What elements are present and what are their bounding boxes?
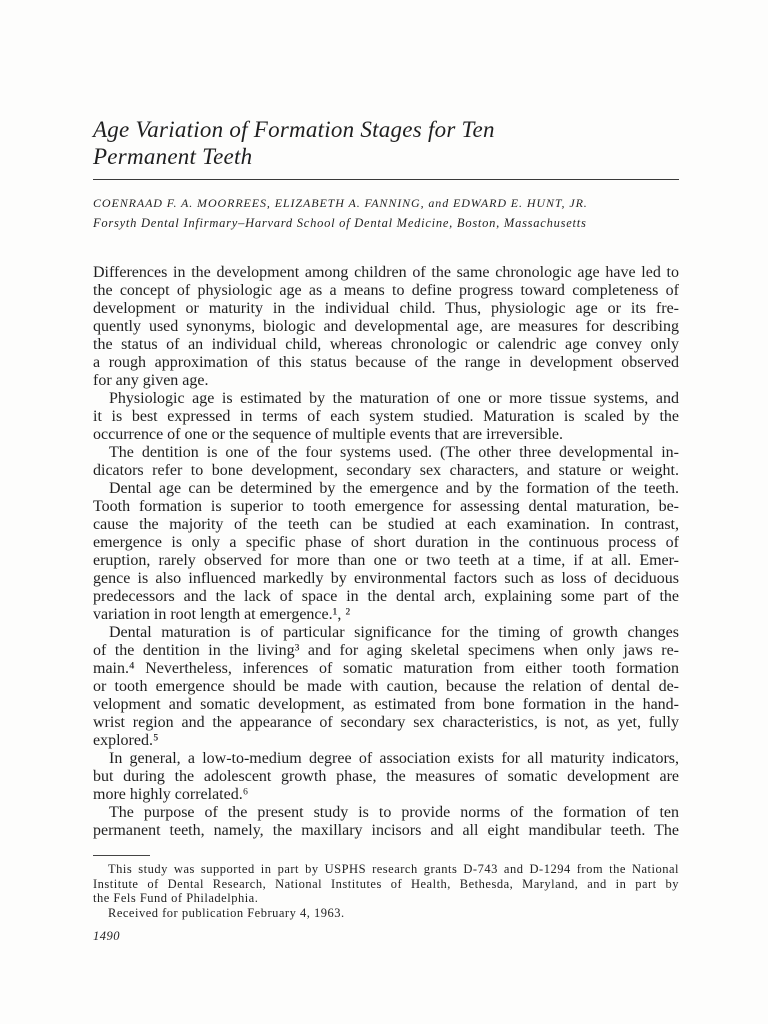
footnote-line: Received for publication February 4, 1963. <box>108 905 345 920</box>
text-line: cause the majority of the teeth can be studied at each examination. In contrast, <box>93 516 679 533</box>
text-line: The dentition is one of the four systems used. (The other three developmental in- <box>109 444 679 461</box>
body-paragraph <box>93 390 679 444</box>
text-line: explored.⁵ <box>93 732 159 749</box>
text-line: the concept of physiologic age as a means to define progress toward completeness of <box>93 282 679 299</box>
text-line: eruption, rarely observed for more than one or two teeth at a time, if at all. Emer- <box>93 552 679 569</box>
text-line: development or maturity in the individual child. Thus, physiologic age or its fre- <box>93 300 679 317</box>
text-line: but during the adolescent growth phase, the measures of somatic development are <box>93 768 679 785</box>
footnote <box>93 862 679 906</box>
text-line: dicators refer to bone development, secondary sex characters, and stature or weight. <box>93 462 679 479</box>
body-paragraph <box>93 624 679 750</box>
article-title <box>93 116 679 170</box>
text-line: of the dentition in the living³ and for aging skeletal specimens when only jaws re- <box>93 642 679 659</box>
body-paragraph <box>93 804 679 840</box>
body-paragraph <box>93 264 679 390</box>
footnote <box>93 906 679 921</box>
body-paragraph <box>93 750 679 804</box>
text-line: more highly correlated.⁶ <box>93 786 249 803</box>
article-body <box>93 264 679 840</box>
text-line: main.⁴ Nevertheless, inferences of somatic maturation from either tooth formation <box>93 660 679 677</box>
text-line: Dental maturation is of particular significance for the timing of growth changes <box>109 624 679 641</box>
text-line: Differences in the development among children of the same chronologic age have led to <box>93 264 679 281</box>
text-line: The purpose of the present study is to provide norms of the formation of ten <box>109 804 679 821</box>
text-line: In general, a low-to-medium degree of association exists for all maturity indicators, <box>109 750 679 767</box>
text-line: predecessors and the lack of space in the dental arch, explaining some part of the <box>93 588 679 605</box>
text-line: velopment and somatic development, as estimated from bone formation in the hand- <box>93 696 679 713</box>
text-line: quently used synonyms, biologic and developmental age, are measures for describing <box>93 318 679 335</box>
body-paragraph <box>93 480 679 624</box>
text-line: gence is also influenced markedly by environmental factors such as loss of deciduous <box>93 570 679 587</box>
text-line: or tooth emergence should be made with caution, because the relation of dental de- <box>93 678 679 695</box>
body-paragraph <box>93 444 679 480</box>
text-line: the status of an individual child, whereas chronologic or calendric age convey only <box>93 336 679 353</box>
text-line: Physiologic age is estimated by the maturation of one or more tissue systems, and <box>109 390 679 407</box>
footnotes <box>93 862 679 920</box>
text-line: for any given age. <box>93 372 209 389</box>
page-number: 1490 <box>93 929 120 943</box>
author-list: COENRAAD F. A. MOORREES, ELIZABETH A. FANNING, and EDWARD E. HUNT, JR. <box>93 196 588 210</box>
text-line: it is best expressed in terms of each system studied. Maturation is scaled by the <box>93 408 679 425</box>
title-rule <box>93 179 679 180</box>
text-line: emergence is only a specific phase of short duration in the continuous process of <box>93 534 679 551</box>
author-affiliation: Forsyth Dental Infirmary–Harvard School of Dental Medicine, Boston, Massachusetts <box>93 216 587 230</box>
text-line: wrist region and the appearance of secondary sex characteristics, is not, as yet, fully <box>93 714 679 731</box>
article-title-line: Age Variation of Formation Stages for Ten <box>93 117 495 142</box>
text-line: variation in root length at emergence.¹, ² <box>93 606 351 623</box>
footnote-line: the Fels Fund of Philadelphia. <box>93 891 259 905</box>
text-line: permanent teeth, namely, the maxillary incisors and all eight mandibular teeth. The <box>93 822 679 839</box>
text-line: occurrence of one or the sequence of multiple events that are irreversible. <box>93 426 564 443</box>
text-line: Tooth formation is superior to tooth emergence for assessing dental maturation, be- <box>93 498 679 515</box>
footnote-line: Institute of Dental Research, National Institutes of Health, Bethesda, Maryland, and in part by <box>93 876 679 891</box>
article-title-line: Permanent Teeth <box>93 144 253 169</box>
text-line: Dental age can be determined by the emergence and by the formation of the teeth. <box>109 480 679 497</box>
footnote-line: This study was supported in part by USPHS research grants D-743 and D-1294 from the National <box>108 862 679 876</box>
footnote-rule <box>93 855 150 856</box>
text-line: a rough approximation of this status because of the range in development observed <box>93 354 679 371</box>
